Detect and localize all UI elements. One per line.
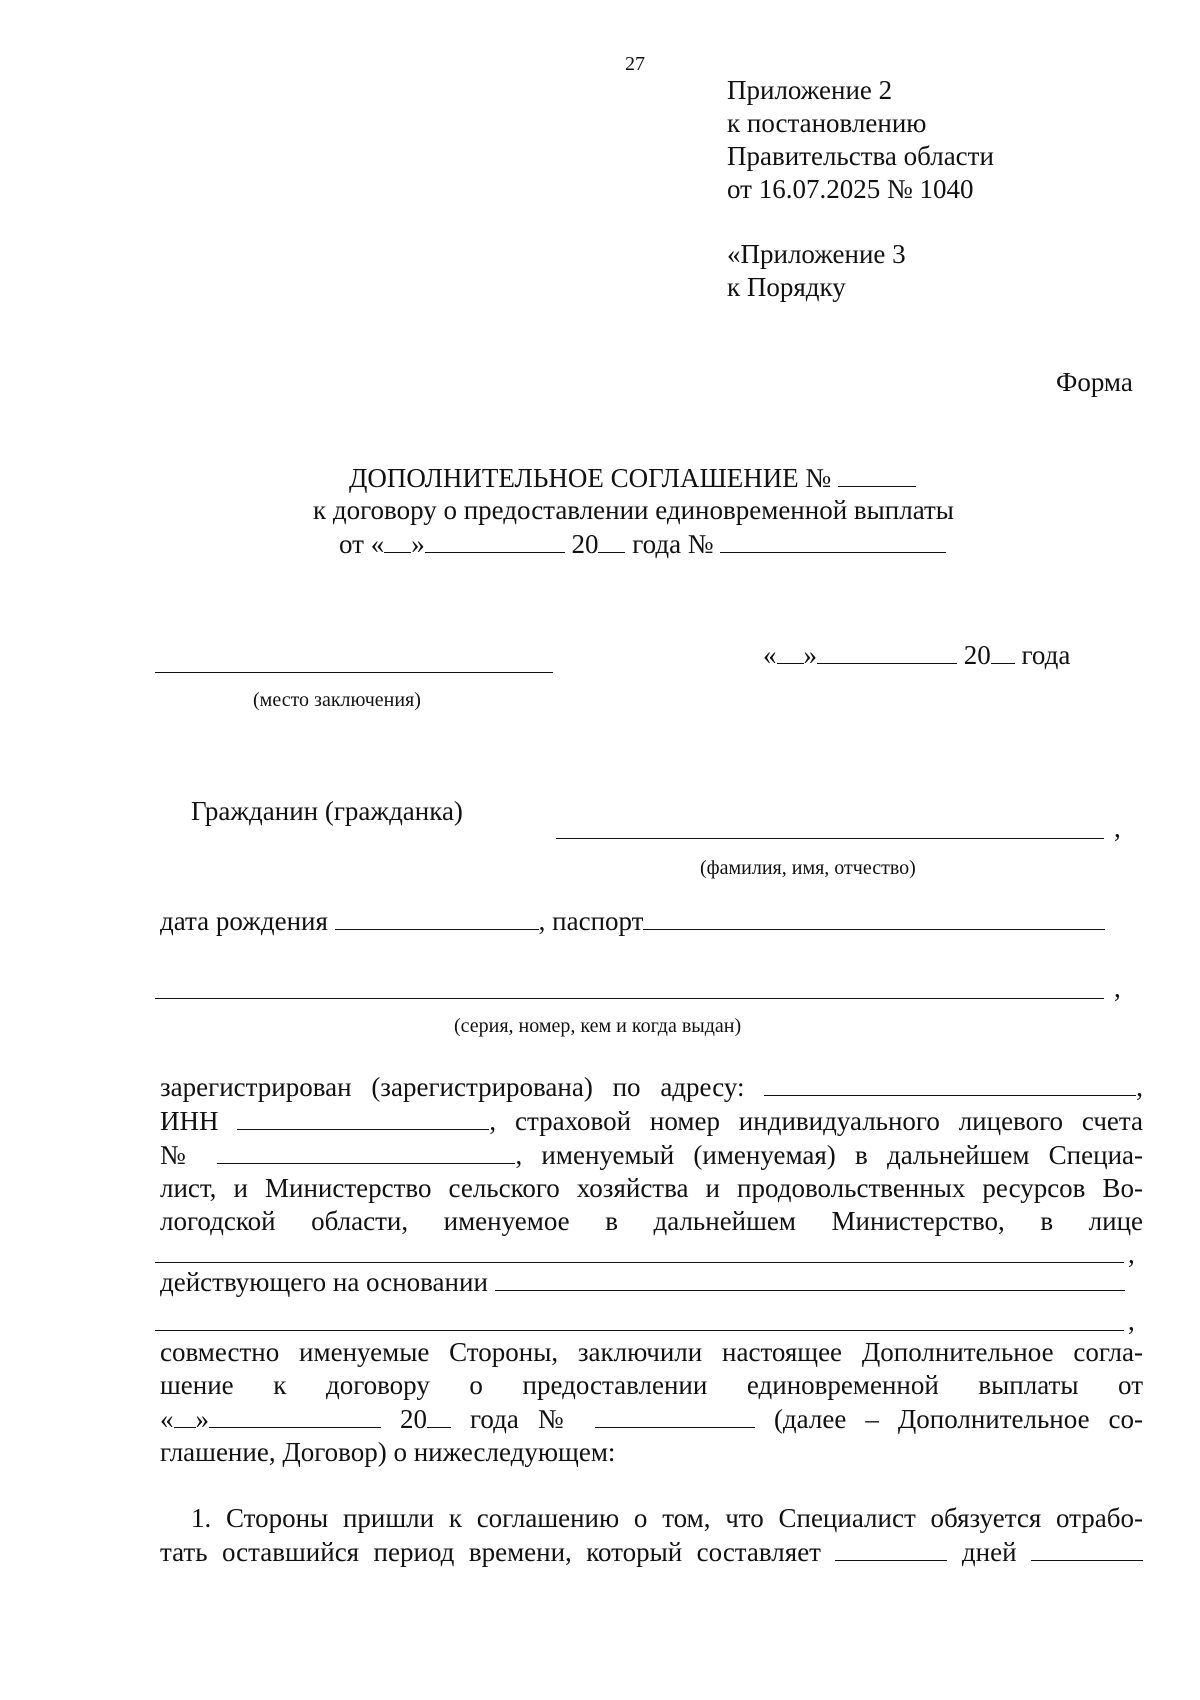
p2-contract-no-label: года № [470,1404,576,1434]
year-field[interactable] [991,638,1015,664]
agreement-number-field[interactable] [838,461,916,487]
header-line-6: к Порядку [727,272,846,302]
p2-hereinafter: (далее – Дополнительное со- [773,1404,1144,1434]
year-suffix: года [1021,640,1071,670]
p2-contract-number-field[interactable] [595,1402,755,1428]
month-field[interactable] [817,638,957,664]
snils-field[interactable] [217,1138,515,1164]
representative-field[interactable] [155,1262,1124,1263]
p1-line-1 [160,1070,1143,1104]
clause1-extra-field[interactable] [1031,1535,1143,1561]
p2-month-field[interactable] [209,1402,381,1428]
address-comma: , [1136,1072,1144,1102]
birth-date-field[interactable] [335,904,539,930]
passport-details-field[interactable] [155,998,1104,999]
title-line-1 [349,461,916,495]
basis-label: действующего на основании [160,1267,488,1297]
title-text: ДОПОЛНИТЕЛЬНОЕ СОГЛАШЕНИЕ № [349,463,832,493]
header-line-2: к постановлению [727,108,927,138]
clause-1 [160,1502,1143,1569]
p2-line-2: шение к договору о предоставлении единовременной выплаты от [160,1370,1143,1400]
snils-no-sign: № [160,1140,199,1170]
p2-year-prefix: 20 [400,1404,428,1434]
title-date-close: » [411,529,425,559]
p2-date-close: » [195,1404,209,1434]
citizen-label: Гражданин (гражданка) [191,796,463,826]
p2-line-3 [160,1402,1143,1436]
specialist-named: , именуемый (именуемая) в дальнейшем Специа- [515,1140,1143,1170]
title-year-field[interactable] [598,527,625,553]
birth-label: дата рождения [160,906,328,936]
citizen-comma: , [1114,813,1121,843]
p2-date-open: « [160,1404,174,1434]
p1-line-4: лист, и Министерство сельского хозяйства и продовольственных ресурсов Во- [160,1173,1143,1203]
birth-line [160,904,1105,938]
basis-comma: , [1128,1306,1135,1336]
passport-comma: , [1114,973,1121,1003]
inn-field[interactable] [237,1104,489,1130]
place-caption: (место заключения) [253,689,421,711]
date-close: » [803,640,817,670]
title-contract-no-label: года № [632,529,714,559]
year-prefix: 20 [963,640,991,670]
days-label: дней [961,1537,1017,1567]
title-year-prefix: 20 [571,529,599,559]
clause1-line-1: 1. Стороны пришли к соглашению о том, что Специалист обязуется отрабо- [191,1503,1143,1533]
place-field[interactable] [155,672,553,673]
date-open: « [763,640,777,670]
p2-line-4: глашение, Договор) о нижеследующем: [160,1437,616,1467]
title-line-2: к договору о предоставлении единовременной выплаты [313,495,954,525]
title-day-field[interactable] [384,527,411,553]
days-count-field[interactable] [835,1535,947,1561]
header-line-3: Правительства области [727,141,994,171]
address-field[interactable] [764,1070,1136,1096]
basis-field[interactable] [495,1265,1125,1291]
representative-comma: , [1128,1239,1135,1269]
title-month-field[interactable] [425,527,565,553]
p1-line-3 [160,1138,1143,1172]
day-field[interactable] [777,638,804,664]
basis-continuation-field[interactable] [155,1330,1124,1331]
passport-field[interactable] [643,904,1105,930]
inn-label: ИНН [160,1106,219,1136]
clause1-line-2 [160,1535,1143,1569]
title-line-3 [339,527,946,561]
signing-date [763,638,1070,672]
header-line-1: Приложение 2 [727,75,893,105]
p2-year-field[interactable] [427,1402,451,1428]
page-number: 27 [625,53,645,75]
address-label: зарегистрирован (зарегистрирована) по адресу: [160,1072,745,1102]
citizen-name-field[interactable] [556,838,1104,839]
passport-label: , паспорт [538,906,644,936]
basis-line [160,1265,1125,1299]
paragraph-1 [160,1070,1143,1238]
title-contract-number-field[interactable] [720,527,946,553]
p2-line-1: совместно именуемые Стороны, заключили настоящее Дополнительное согла- [160,1337,1143,1367]
title-date-open: от « [339,529,385,559]
passport-caption: (серия, номер, кем и когда выдан) [454,1015,742,1037]
form-label: Форма [1056,367,1133,397]
p1-line-5: логодской области, именуемое в дальнейшем Министерство, в лице [160,1206,1143,1236]
citizen-caption: (фамилия, имя, отчество) [700,857,916,879]
p1-line-2 [160,1104,1143,1138]
snils-label: , страховой номер индивидуального лицевого счета [489,1106,1143,1136]
header-line-5: «Приложение 3 [727,239,906,269]
p2-day-field[interactable] [174,1402,196,1428]
paragraph-2 [160,1336,1143,1469]
header-line-4: от 16.07.2025 № 1040 [727,174,974,204]
clause1-period-label: тать оставшийся период времени, который составляет [160,1537,821,1567]
